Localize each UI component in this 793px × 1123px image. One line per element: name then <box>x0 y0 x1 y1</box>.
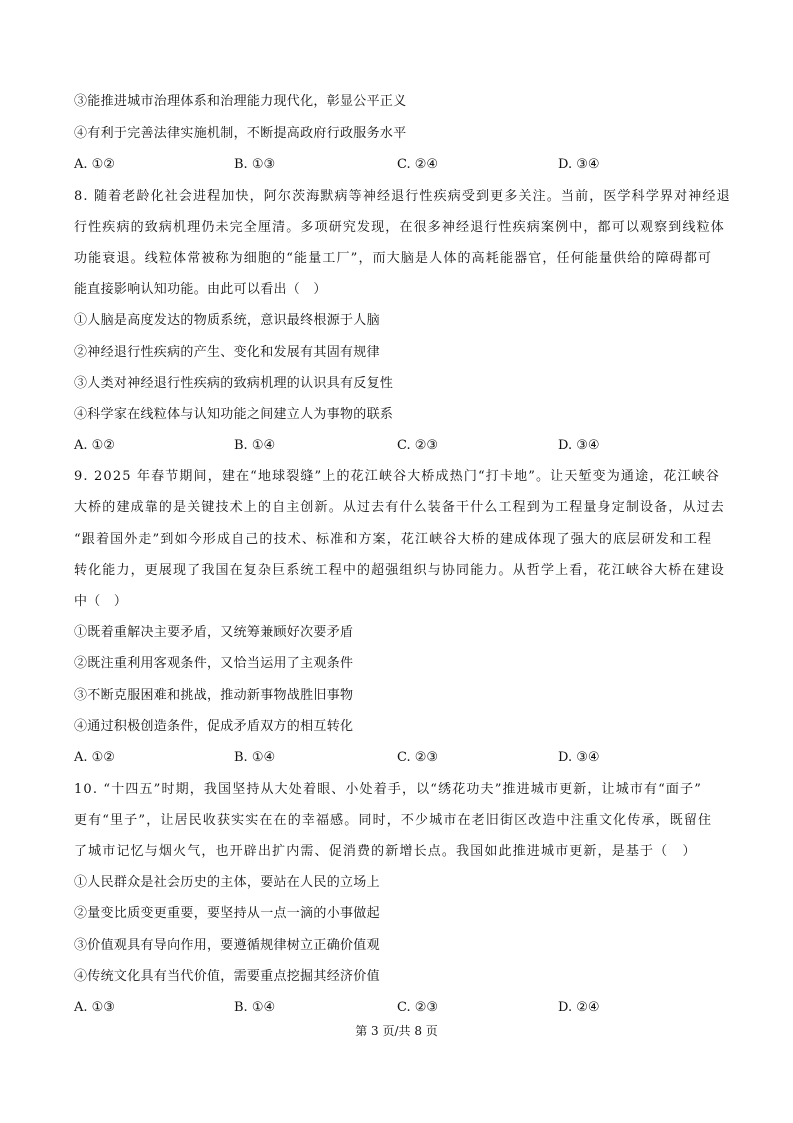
q8-item-3: ③人类对神经退行性疾病的致病机理的认识具有反复性 <box>74 376 394 391</box>
q7-item-3: ③能推进城市治理体系和治理能力现代化，彰显公平正义 <box>74 94 407 109</box>
q8-stem-line: 8. 随着老龄化社会进程加快，阿尔茨海默病等神经退行性疾病受到更多关注。当前，医学科学界对神经退 <box>74 189 731 204</box>
q7-option-b[interactable]: B. ①③ <box>234 157 276 172</box>
q9-stem-line: 转化能力，更展现了我国在复杂巨系统工程中的超强组织与协同能力。从哲学上看，花江峡谷大桥在建设 <box>74 563 725 578</box>
q8-option-c[interactable]: C. ②③ <box>397 438 439 453</box>
q8-item-2: ②神经退行性疾病的产生、变化和发展有其固有规律 <box>74 345 380 360</box>
q8-item-1: ①人脑是高度发达的物质系统，意识最终根源于人脑 <box>74 313 380 328</box>
q8-item-4: ④科学家在线粒体与认知功能之间建立人为事物的联系 <box>74 407 394 422</box>
q10-item-2: ②量变比质变更重要，要坚持从一点一滴的小事做起 <box>74 906 380 921</box>
q9-item-2: ②既注重利用客观条件，又恰当运用了主观条件 <box>74 656 354 671</box>
q10-item-3: ③价值观具有导向作用，要遵循规律树立正确价值观 <box>74 938 380 953</box>
q9-item-3: ③不断克服困难和挑战，推动新事物战胜旧事物 <box>74 688 354 703</box>
q9-option-b[interactable]: B. ①④ <box>234 750 276 765</box>
q10-option-d[interactable]: D. ②④ <box>558 1000 600 1015</box>
q9-options <box>74 749 724 767</box>
q8-option-d[interactable]: D. ③④ <box>558 438 600 453</box>
q8-stem-line: 行性疾病的致病机理仍未完全厘清。多项研究发现，在很多神经退行性疾病案例中，都可以观察到线粒体 <box>74 220 725 235</box>
q9-option-a[interactable]: A. ①② <box>74 750 115 765</box>
q10-item-1: ①人民群众是社会历史的主体，要站在人民的立场上 <box>74 875 380 890</box>
q10-stem-line: 10. “十四五”时期，我国坚持从大处着眼、小处着手，以“绣花功夫”推进城市更新，让城市有“面子” <box>74 782 703 797</box>
q10-options <box>74 999 724 1017</box>
q9-option-d[interactable]: D. ③④ <box>558 750 600 765</box>
q10-item-4: ④传统文化具有当代价值，需要重点挖掘其经济价值 <box>74 969 380 984</box>
q9-stem-line: 大桥的建成靠的是关键技术上的自主创新。从过去有什么装备干什么工程到为工程量身定制设备，从过去 <box>74 500 725 515</box>
q9-option-c[interactable]: C. ②③ <box>397 750 439 765</box>
q7-options <box>74 156 724 174</box>
q9-item-1: ①既着重解决主要矛盾，又统筹兼顾好次要矛盾 <box>74 625 354 640</box>
q9-stem-line: 9. 2025 年春节期间，建在“地球裂缝”上的花江峡谷大桥成热门“打卡地”。让天堑变为通途，花江峡谷 <box>74 469 720 484</box>
q7-option-a[interactable]: A. ①② <box>74 157 115 172</box>
q10-option-c[interactable]: C. ②③ <box>397 1000 439 1015</box>
q10-stem-line: 了城市记忆与烟火气，也开辟出扩内需、促消费的新增长点。我国如此推进城市更新，是基于（ ） <box>74 844 697 859</box>
q8-option-b[interactable]: B. ①④ <box>234 438 276 453</box>
q9-item-4: ④通过积极创造条件，促成矛盾双方的相互转化 <box>74 719 354 734</box>
q8-stem-line: 功能衰退。线粒体常被称为细胞的“能量工厂”，而大脑是人体的高耗能器官，任何能量供给的障碍都可 <box>74 251 713 266</box>
q7-item-4: ④有利于完善法律实施机制，不断提高政府行政服务水平 <box>74 126 407 141</box>
q8-option-a[interactable]: A. ①② <box>74 438 115 453</box>
page-number-footer: 第 3 页/共 8 页 <box>355 1024 438 1038</box>
q10-stem-line: 更有“里子”，让居民收获实实在在的幸福感。同时，不少城市在老旧街区改造中注重文化传承，既留住 <box>74 813 713 828</box>
q7-option-d[interactable]: D. ③④ <box>558 157 600 172</box>
q9-stem-line: 中（ ） <box>74 594 128 609</box>
q8-options <box>74 437 724 455</box>
q7-option-c[interactable]: C. ②④ <box>397 157 439 172</box>
q9-stem-line: “跟着国外走”到如今形成自己的技术、标准和方案，花江峡谷大桥的建成体现了强大的底层研发和工程 <box>74 532 713 547</box>
q10-option-b[interactable]: B. ①④ <box>234 1000 276 1015</box>
q8-stem-line: 能直接影响认知功能。由此可以看出（ ） <box>74 282 327 297</box>
q10-option-a[interactable]: A. ①③ <box>74 1000 115 1015</box>
